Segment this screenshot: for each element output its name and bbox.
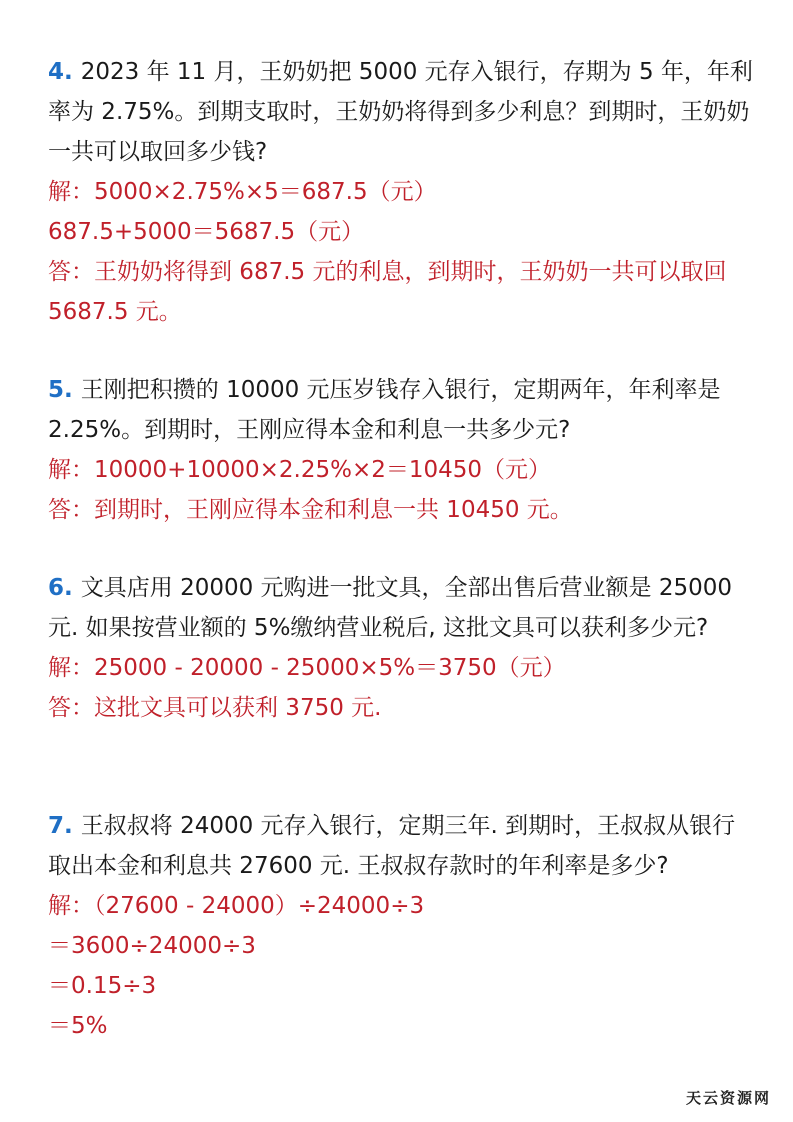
answer-line: 解：（27600 - 24000）÷24000÷3 <box>48 893 425 919</box>
question-text: 文具店用 20000 元购进一批文具，全部出售后营业额是 25000 元. 如果按营业额的 5%缴纳营业税后, 这批文具可以获利多少元? <box>48 575 733 641</box>
answer-line: 687.5+5000＝5687.5（元） <box>48 219 365 245</box>
problem-7 <box>48 806 753 1046</box>
answer-line: 答：这批文具可以获利 3750 元. <box>48 695 382 721</box>
problem-question: 6. 文具店用 20000 元购进一批文具，全部出售后营业额是 25000 元. 如果按营业额的 5%缴纳营业税后, 这批文具可以获利多少元? <box>48 575 733 641</box>
watermark-footer: 天云资源网 <box>685 1089 771 1107</box>
answer-line: 答：到期时，王刚应得本金和利息一共 10450 元。 <box>48 497 573 523</box>
problem-number: 5 <box>48 377 65 403</box>
answer-line: 解：5000×2.75%×5＝687.5（元） <box>48 179 437 205</box>
problem-6 <box>48 568 753 728</box>
problem-number: 7 <box>48 813 65 839</box>
answer-line: ＝5% <box>48 1013 108 1039</box>
answer-line: 答：王奶奶将得到 687.5 元的利息，到期时，王奶奶一共可以取回 5687.5 元。 <box>48 259 727 325</box>
question-text: 2023 年 11 月，王奶奶把 5000 元存入银行，存期为 5 年，年利率为 2.75%。到期支取时，王奶奶将得到多少利息？到期时，王奶奶一共可以取回多少钱? <box>48 59 753 165</box>
problem-number: 4 <box>48 59 65 85</box>
problem-4 <box>48 52 753 332</box>
problem-5 <box>48 370 753 530</box>
problem-number: 6 <box>48 575 65 601</box>
problem-question: 5. 王刚把积攒的 10000 元压岁钱存入银行，定期两年，年利率是 2.25%。到期时，王刚应得本金和利息一共多少元? <box>48 377 721 443</box>
answer-line: ＝0.15÷3 <box>48 973 157 999</box>
problem-question: 4. 2023 年 11 月，王奶奶把 5000 元存入银行，存期为 5 年，年利率为 2.75%。到期支取时，王奶奶将得到多少利息？到期时，王奶奶一共可以取回多少钱? <box>48 59 753 165</box>
problem-question: 7. 王叔叔将 24000 元存入银行，定期三年. 到期时，王叔叔从银行取出本金和利息共 27600 元. 王叔叔存款时的年利率是多少? <box>48 813 736 879</box>
answer-line: 解：10000+10000×2.25%×2＝10450（元） <box>48 457 552 483</box>
worksheet-page <box>48 52 753 1046</box>
answer-line: 解：25000 - 20000 - 25000×5%＝3750（元） <box>48 655 566 681</box>
answer-line: ＝3600÷24000÷3 <box>48 933 256 959</box>
question-text: 王叔叔将 24000 元存入银行，定期三年. 到期时，王叔叔从银行取出本金和利息共 27600 元. 王叔叔存款时的年利率是多少? <box>48 813 736 879</box>
question-text: 王刚把积攒的 10000 元压岁钱存入银行，定期两年，年利率是 2.25%。到期时，王刚应得本金和利息一共多少元? <box>48 377 721 443</box>
